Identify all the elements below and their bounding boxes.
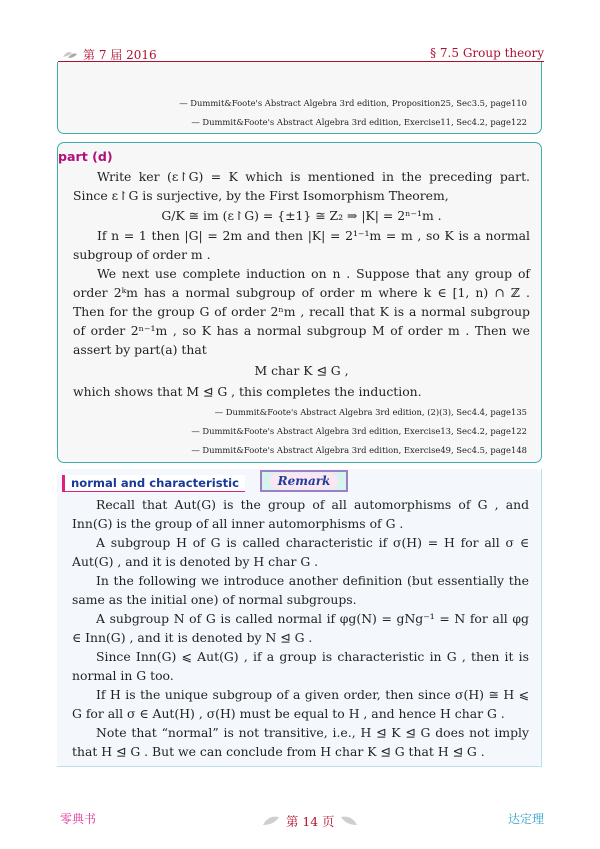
leaf-left-icon <box>262 815 280 827</box>
page-number: 第 14 页 <box>286 814 335 829</box>
paragraph: In the following we introduce another definition (but essentially the same as the initial one) of normal subgroups. <box>72 573 529 607</box>
footer-right: 达定理 <box>507 812 544 826</box>
header-section: § 7.5 Group theory <box>430 46 544 60</box>
paragraph: Note that “normal” is not transitive, i.e., H ⊴ K ⊴ G does not imply that H ⊴ G . But we can conclude from H char K ⊴ G that H ⊴ G . <box>72 725 529 759</box>
citation-line: — Dummit&Foote's Abstract Algebra 3rd edition, (2)(3), Sec4.4, page135 <box>214 407 527 417</box>
citation-line: — Dummit&Foote's Abstract Algebra 3rd edition, Exercise11, Sec4.2, page122 <box>191 117 527 127</box>
part-d-title: part (d) <box>58 149 113 164</box>
part-d-body <box>73 167 530 401</box>
footer-left: 零典书 <box>60 812 97 826</box>
footer-page <box>262 812 358 830</box>
paragraph: which shows that M ⊴ G , this completes the induction. <box>73 384 422 399</box>
paragraph: Recall that Aut(G) is the group of all automorphisms of G , and Inn(G) is the group of all inner automorphisms of G . <box>72 497 529 531</box>
leaf-right-icon <box>340 815 358 827</box>
equation: G/K ≅ im (ε↾G) = {±1} ≅ Z₂ ⇒ |K| = 2ⁿ⁻¹m . <box>161 208 442 223</box>
header-edition: 第 7 届 2016 <box>83 48 157 62</box>
remark-box-shadow <box>57 469 542 767</box>
paragraph: If H is the unique subgroup of a given order, then since σ(H) ≅ H ⩽ G for all σ ∈ Aut(H) , σ(H) must be equal to H , and hence H char G . <box>72 687 529 721</box>
remark-topic-tag: normal and characteristic <box>62 475 245 492</box>
paragraph: Write ker (ε↾G) = K which is mentioned in the preceding part. Since ε↾G is surjective, by the First Isomorphism Theorem, <box>73 169 530 203</box>
leaf-ornament-icon <box>62 50 78 59</box>
paragraph: A subgroup N of G is called normal if φg(N) = gNg⁻¹ = N for all φg ∈ Inn(G) , and it is denoted by N ⊴ G . <box>72 611 529 645</box>
citation-line: — Dummit&Foote's Abstract Algebra 3rd edition, Proposition25, Sec3.5, page110 <box>179 98 527 108</box>
paragraph: We next use complete induction on n . Suppose that any group of order 2ᵏm has a normal subgroup of order m where k ∈ [1, n) ∩ ℤ . Then for the group G of order 2ⁿm , recall that K is a normal subgroup of order 2ⁿ⁻¹m , so K has a normal subgroup M of order m . Then we assert by part(a) that <box>73 266 530 357</box>
paragraph: A subgroup H of G is called characteristic if σ(H) = H for all σ ∈ Aut(G) , and it is denoted by H char G . <box>72 535 529 569</box>
part-d-box <box>57 142 542 463</box>
equation: M char K ⊴ G , <box>254 363 349 378</box>
paragraph: If n = 1 then |G| = 2m and then |K| = 2¹⁻¹m = m , so K is a normal subgroup of order m . <box>73 228 530 262</box>
citation-line: — Dummit&Foote's Abstract Algebra 3rd edition, Exercise13, Sec4.2, page122 <box>191 426 527 436</box>
citation-box-continued <box>57 62 542 134</box>
citation-line: — Dummit&Foote's Abstract Algebra 3rd edition, Exercise49, Sec4.5, page148 <box>191 445 527 455</box>
paragraph: Since Inn(G) ⩽ Aut(G) , if a group is characteristic in G , then it is normal in G too. <box>72 649 529 683</box>
remark-label: Remark <box>270 473 339 489</box>
